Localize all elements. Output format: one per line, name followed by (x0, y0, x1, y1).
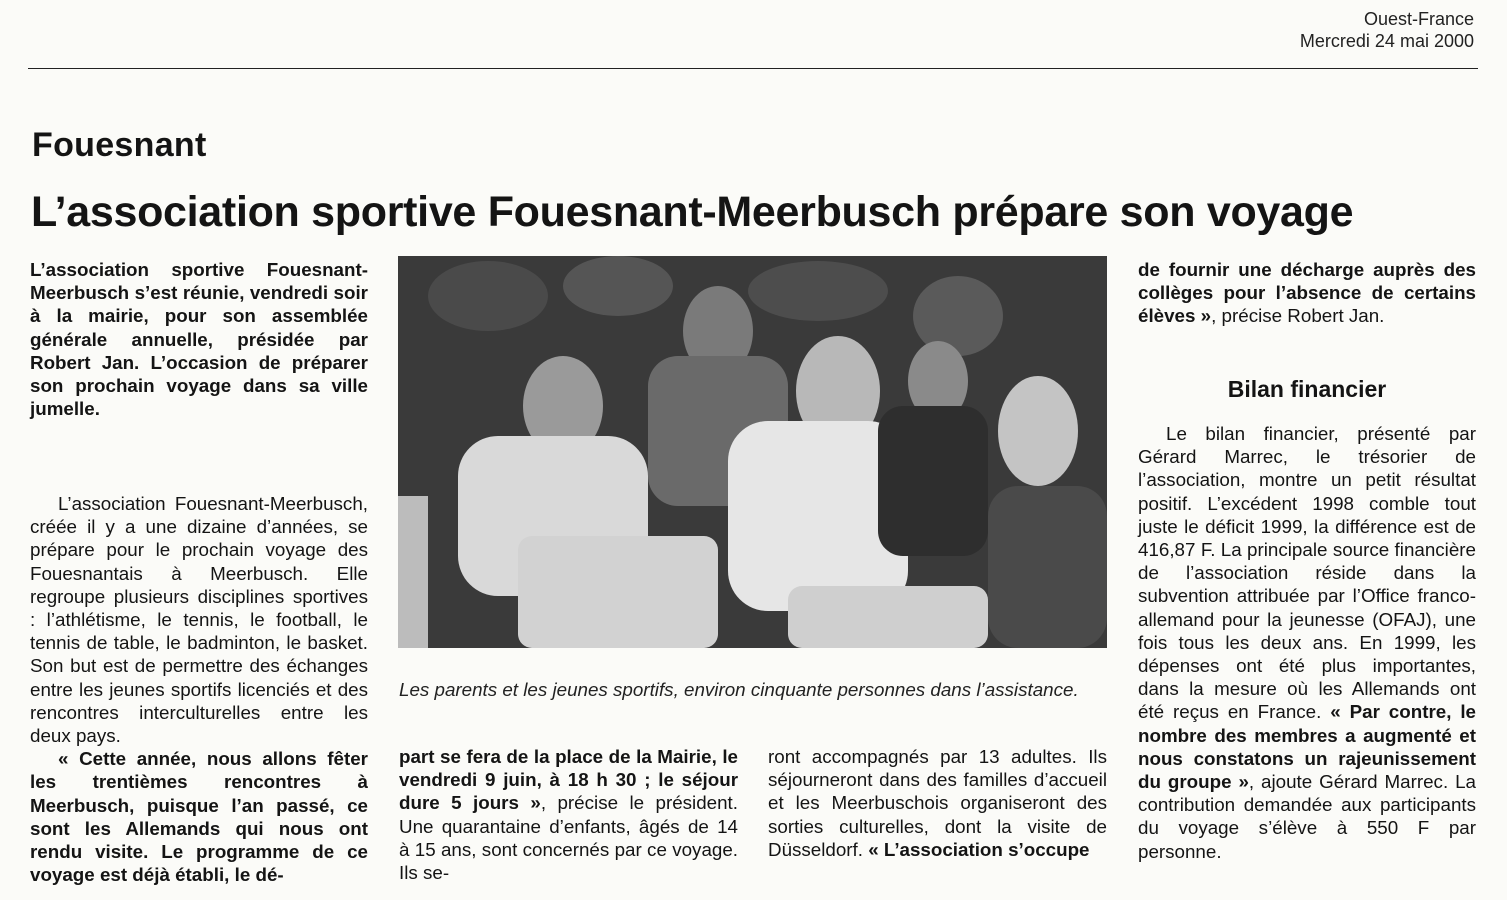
quote-3: « Par contre, le nombre des membres a augmenté et nous constatons un rajeunissement du groupe » (1138, 701, 1476, 793)
newspaper-name: Ouest-France (1363, 9, 1474, 29)
lead-paragraph (30, 258, 368, 420)
financial-paragraph (1138, 422, 1476, 863)
subheading: Bilan financier (1227, 376, 1387, 402)
financial-text: Le bilan financier, présenté par Gérard Marrec, le trésorier de l’association, montre un petit résultat positif. L’excédent 1998 comble tout juste le déficit 1999, la différence est de 416,87 F. La principale source financière de l’association réside dans la subvention attribuée par l’Office franco-allemand pour la jeunesse (OFAJ), une fois tous les deux ans. En 1999, les dépenses ont été plus importantes, dans la mesure où les Allemands ont été reçus en France. (1138, 423, 1476, 723)
column-2-text: part se fera de la place de la Mairie, le vendredi 9 juin, à 18 h 30 ; le séjour dure 5 jours », précise le président. Une quarantaine d’enfants, âgés de 14 à 15 ans, sont concernés par ce voyage. Ils se- (399, 746, 738, 884)
quote-1-start: « Cette année, nous allons fêter les trentièmes rencontres à Meerbusch, puisque l’an passé, ce sont les Allemands qui nous ont rendu visite. Le programme de ce voyage est déjà établi, le dé- (30, 748, 368, 886)
photo-audience-scene (398, 256, 1107, 648)
paragraph-1: L’association Fouesnant-Meerbusch, créée il y a une dizaine d’années, se prépare pour le prochain voyage des Fouesnantais à Meerbusch. Elle regroupe plusieurs disciplines sportives : l’athlétisme, le tennis, le football, le tennis de table, le badminton, le basket. Son but est de permettre des échanges entre les jeunes sportifs licenciés et des rencontres interculturelles entre les deux pays. (30, 493, 368, 747)
body-column-2 (399, 745, 738, 884)
lead-text: L’association sportive Fouesnant-Meerbusch s’est réunie, vendredi soir à la mairie, pour son assemblée générale annuelle, présidée par Robert Jan. L’occasion de préparer son prochain voyage dans sa ville jumelle. (30, 259, 368, 420)
photo-caption: Les parents et les jeunes sportifs, environ cinquante personnes dans l’assistance. (399, 679, 1079, 700)
column-3-text: ront accompagnés par 13 adultes. Ils séjourneront dans des familles d’accueil et les Meerbuschois organiseront des sorties culturelles, dont la visite de Düsseldorf. « L’association s’occupe (768, 746, 1107, 860)
issue-date: Mercredi 24 mai 2000 (1299, 31, 1474, 51)
closing-text: , ajoute Gérard Marrec. La contribution demandée aux participants du voyage s’élève à 550 F par personne. (1138, 771, 1476, 862)
masthead (1300, 8, 1474, 52)
article-photo (398, 256, 1107, 648)
body-column-4 (1138, 422, 1476, 863)
body-column-3 (768, 745, 1107, 861)
body-column-4-top (1138, 258, 1476, 328)
section-title: Fouesnant (32, 126, 207, 164)
header-rule (28, 68, 1478, 69)
body-column-1 (30, 492, 368, 886)
column-4-text: de fournir une décharge auprès des collèges pour l’absence de certains élèves », précise Robert Jan. (1138, 259, 1476, 327)
headline: L’association sportive Fouesnant-Meerbusch prépare son voyage (31, 188, 1354, 236)
